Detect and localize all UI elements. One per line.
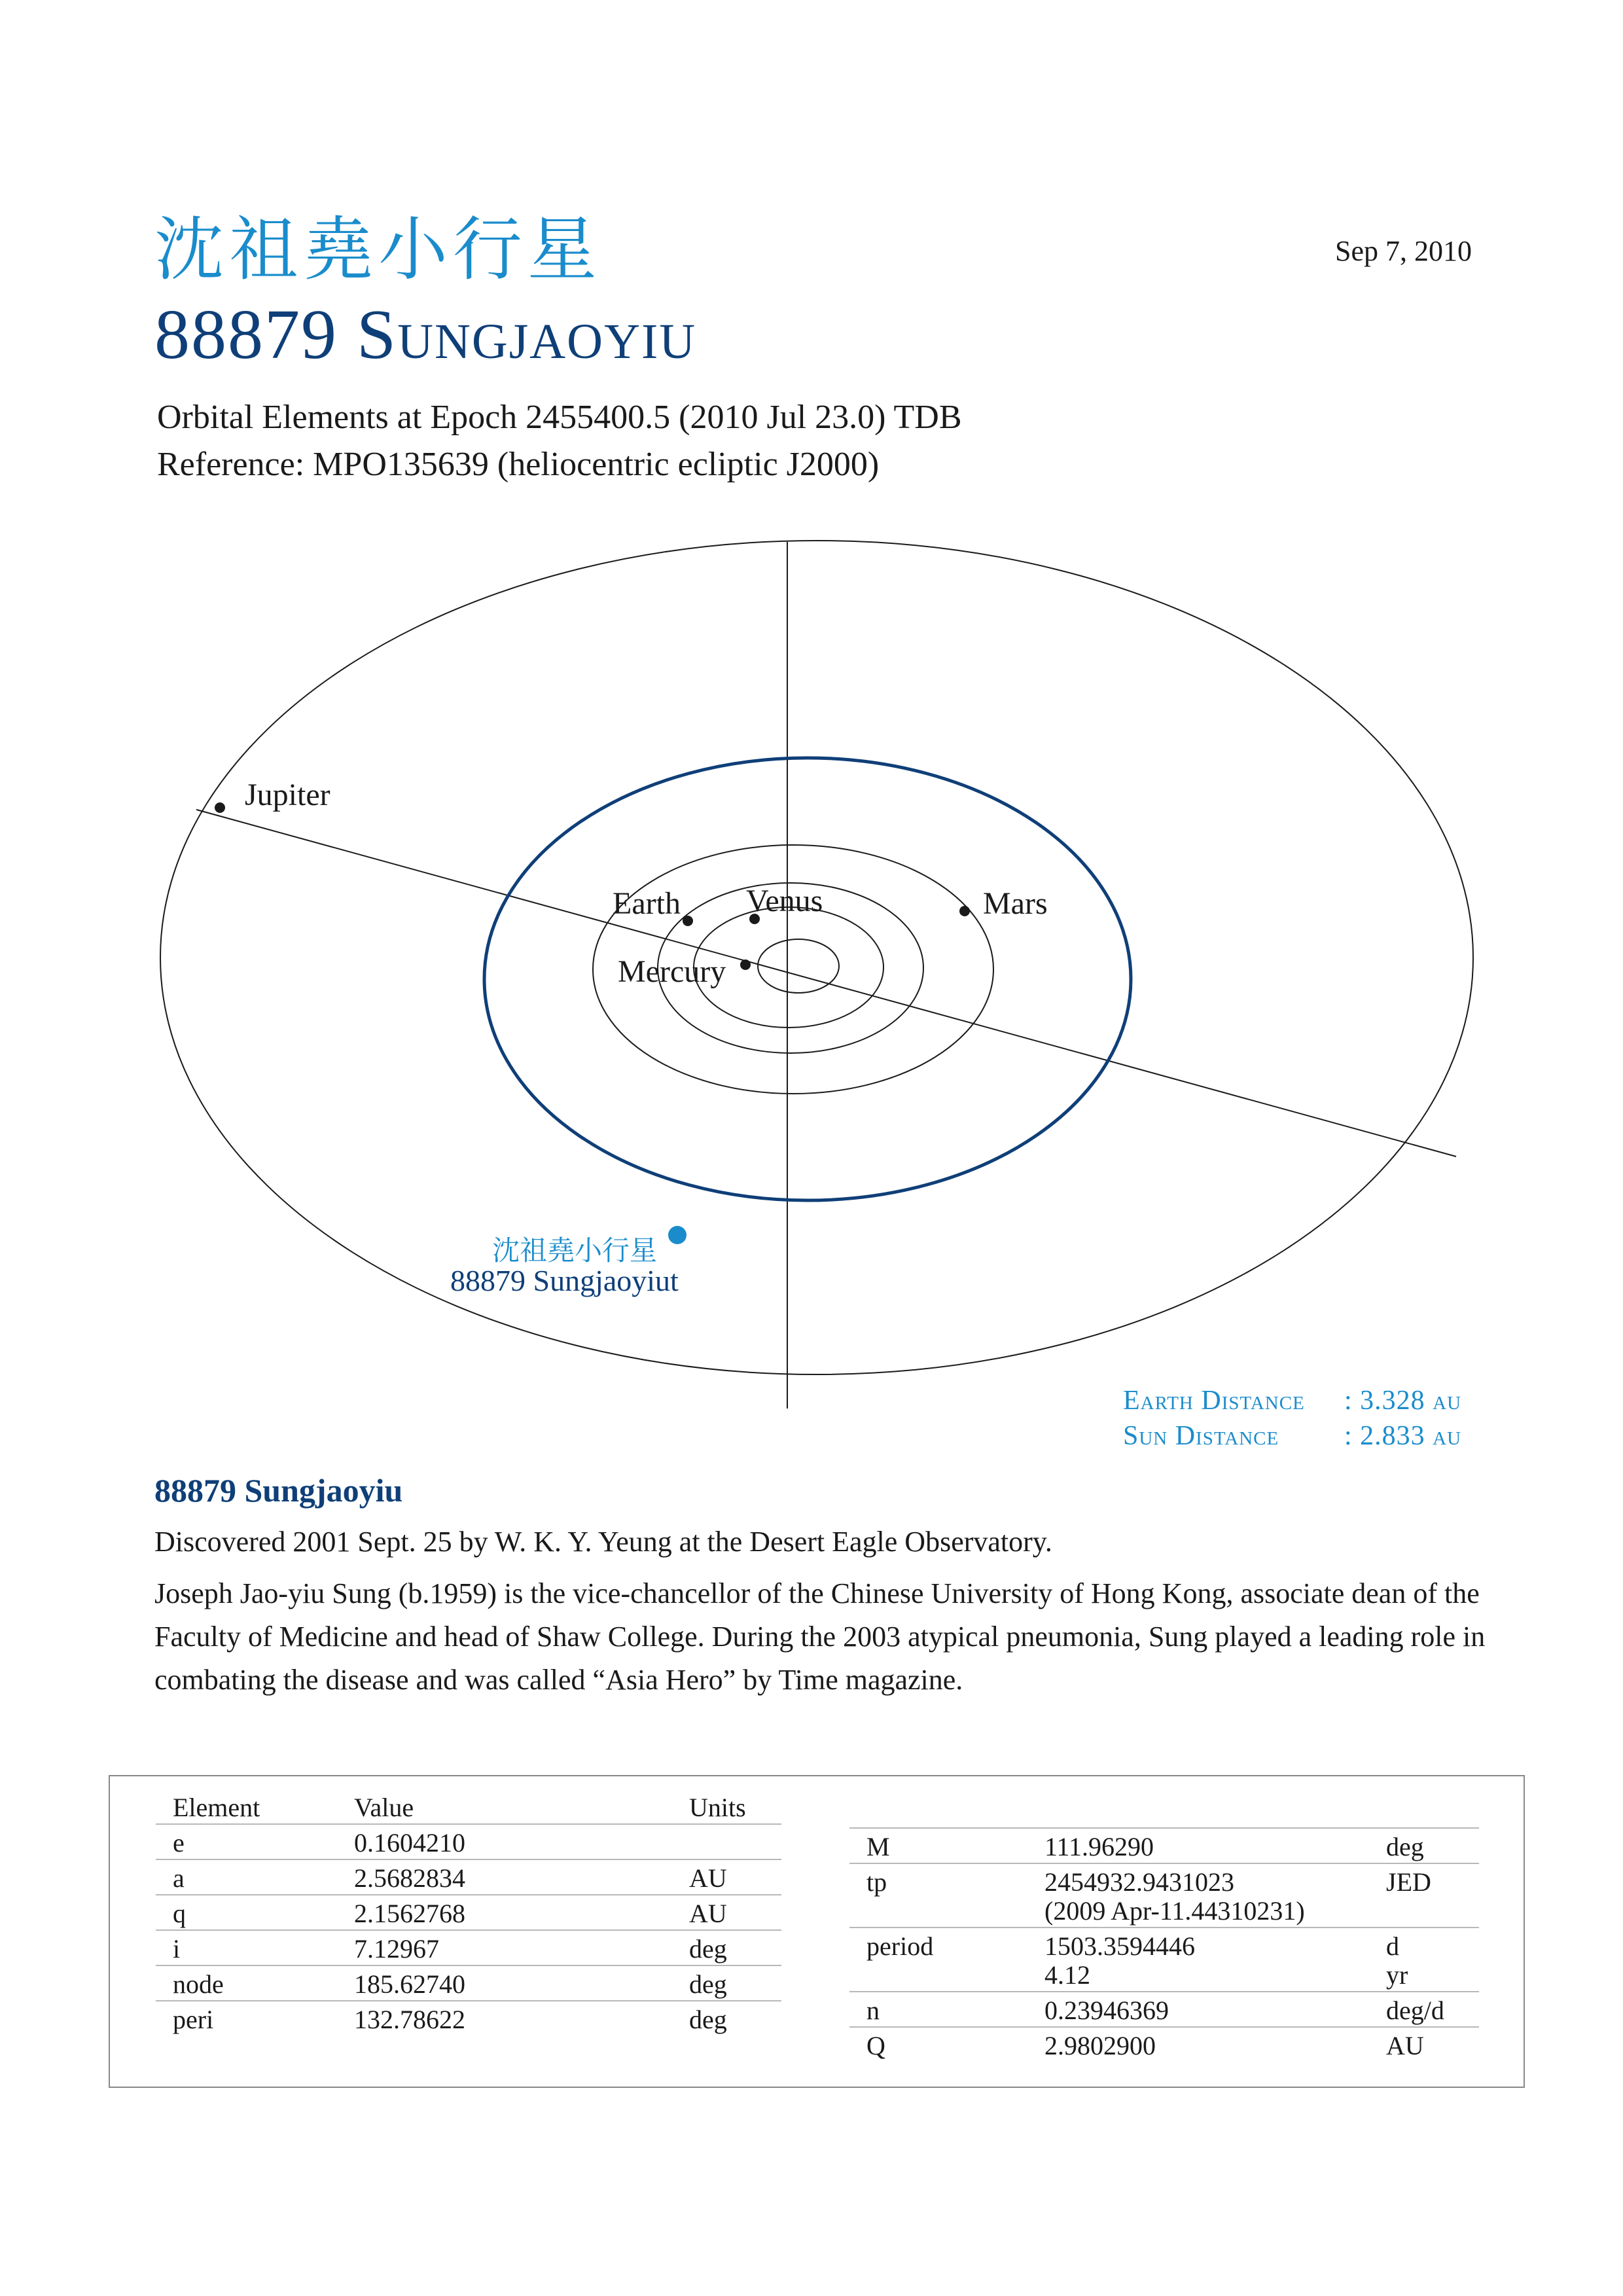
element-units [672, 1824, 781, 1859]
element-value-line: 1503.3594446 [1044, 1931, 1195, 1961]
sun-distance-label: Sun Distance [1123, 1421, 1279, 1451]
element-value: 132.78622 [337, 2001, 672, 2036]
column-header-element: Element [173, 1793, 260, 1822]
element-units [1369, 1928, 1479, 1992]
orbital-elements-panel [109, 1775, 1525, 2088]
ecliptic-line [196, 810, 1456, 1157]
document-date: Sep 7, 2010 [1335, 235, 1472, 267]
element-name: node [156, 1965, 337, 2001]
element-value: 111.96290 [1027, 1828, 1369, 1863]
sun-distance-value: : 2.833 au [1344, 1421, 1462, 1451]
table-row [156, 1930, 781, 1965]
earth-distance-label: Earth Distance [1123, 1386, 1305, 1416]
element-name: tp [849, 1863, 1027, 1928]
biography-text: Joseph Jao-yiu Sung (b.1959) is the vice-chancellor of the Chinese University of Hong Kong, associate dean of the Faculty of Medicine and head of Shaw College. During the 2003 atypical pneumonia, Sung played a leading role in combating the disease and was called “Asia Hero” by Time magazine. [154, 1577, 1486, 1696]
asteroid-orbit [484, 758, 1131, 1200]
element-units: deg [672, 1930, 781, 1965]
earth-distance [1123, 1385, 1461, 1416]
subtitle-epoch: Orbital Elements at Epoch 2455400.5 (2010 Jul 23.0) TDB [157, 399, 962, 436]
element-units: deg [672, 2001, 781, 2036]
element-units: AU [672, 1895, 781, 1930]
table-row [849, 1863, 1479, 1928]
element-name: M [849, 1828, 1027, 1863]
element-units: deg [1369, 1828, 1479, 1863]
element-value [1027, 1863, 1369, 1928]
element-name: i [156, 1930, 337, 1965]
element-value: 185.62740 [337, 1965, 672, 2001]
jupiter-orbit [160, 541, 1473, 1374]
table-row [849, 1828, 1479, 1863]
venus-label: Venus [746, 884, 823, 918]
column-header-value: Value [354, 1793, 414, 1822]
mars-marker [959, 906, 970, 916]
element-units: AU [672, 1859, 781, 1895]
earth-label: Earth [613, 886, 681, 921]
element-name: n [849, 1992, 1027, 2027]
subtitle-reference: Reference: MPO135639 (heliocentric ecliptic J2000) [157, 446, 880, 483]
section-heading: 88879 Sungjaoyiu [154, 1472, 403, 1509]
title-chinese: 沈祖堯小行星 [154, 212, 602, 289]
table-row [156, 1965, 781, 2001]
element-value: 2.5682834 [337, 1859, 672, 1895]
element-value-line: 2454932.9431023 [1044, 1867, 1234, 1897]
element-value: 2.9802900 [1027, 2027, 1369, 2062]
table-row [849, 2027, 1479, 2062]
mercury-marker [740, 960, 751, 970]
discovery-text: Discovered 2001 Sept. 25 by W. K. Y. Yeung at the Desert Eagle Observatory. [154, 1526, 1052, 1558]
element-value: 0.23946369 [1027, 1992, 1369, 2027]
asteroid-label-chinese: 沈祖堯小行星 [492, 1236, 658, 1266]
table-row [156, 2001, 781, 2036]
table-row [156, 1895, 781, 1930]
element-value-line: 4.12 [1044, 1960, 1090, 1990]
table-row [156, 1859, 781, 1895]
earth-distance-value: : 3.328 au [1344, 1386, 1462, 1416]
element-units: AU [1369, 2027, 1479, 2062]
element-value-line: (2009 Apr-11.44310231) [1044, 1896, 1305, 1926]
element-name: a [156, 1859, 337, 1895]
asteroid-label-english: 88879 Sungjaoyiut [450, 1264, 679, 1297]
element-units: JED [1369, 1863, 1479, 1928]
element-units-line: yr [1386, 1960, 1408, 1990]
element-value: 0.1604210 [337, 1824, 672, 1859]
table-row [849, 1992, 1479, 2027]
table-row [156, 1824, 781, 1859]
orbital-elements-table-left [156, 1789, 781, 2036]
mercury-orbit [758, 939, 839, 993]
jupiter-label: Jupiter [245, 778, 330, 812]
mercury-label: Mercury [618, 954, 726, 989]
element-name: e [156, 1824, 337, 1859]
element-units: deg/d [1369, 1992, 1479, 2027]
element-value: 7.12967 [337, 1930, 672, 1965]
element-value [1027, 1928, 1369, 1992]
element-units-line: d [1386, 1931, 1399, 1961]
table-row [849, 1928, 1479, 1992]
mars-label: Mars [983, 886, 1048, 921]
element-name: peri [156, 2001, 337, 2036]
jupiter-marker [215, 802, 225, 813]
asteroid-marker [668, 1226, 687, 1244]
element-name: period [849, 1928, 1027, 1992]
earth-marker [683, 916, 693, 926]
element-units: deg [672, 1965, 781, 2001]
column-header-units: Units [689, 1793, 746, 1822]
element-value: 2.1562768 [337, 1895, 672, 1930]
orbital-elements-table-right [849, 1827, 1479, 2062]
title-english: 88879 Sungjaoyiu [154, 296, 697, 374]
table-header-row [156, 1789, 781, 1824]
element-name: Q [849, 2027, 1027, 2062]
element-name: q [156, 1895, 337, 1930]
sun-distance [1123, 1420, 1461, 1452]
